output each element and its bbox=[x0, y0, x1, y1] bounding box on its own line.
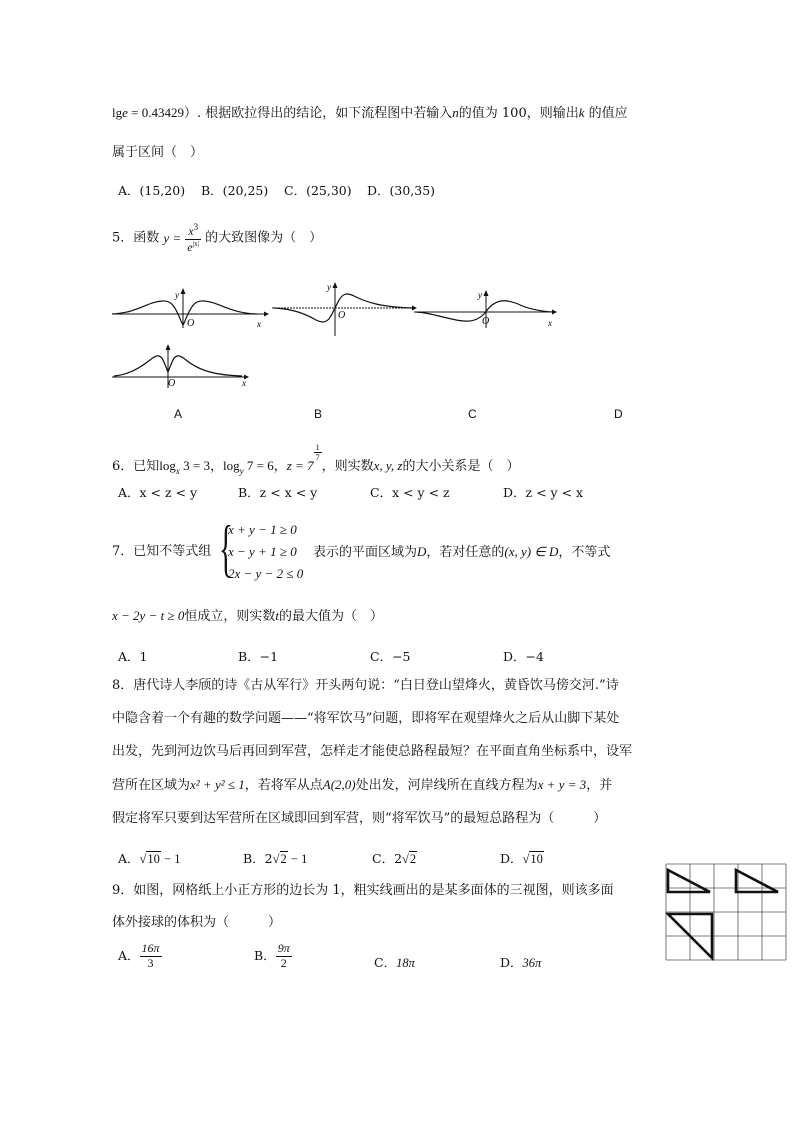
q9-option-b-label: B． bbox=[254, 948, 276, 964]
q8-line1: 8．唐代诗人李颀的诗《古从军行》开头两句说：“白日登山望烽火，黄昏饮马傍交河.”诗 bbox=[112, 678, 619, 693]
front-view-triangle bbox=[668, 870, 710, 892]
q6-option-c: C．x < y < z bbox=[370, 485, 450, 500]
graph-b bbox=[272, 278, 420, 338]
q9-option-c-value: 18π bbox=[396, 956, 415, 970]
three-view-figure bbox=[660, 858, 794, 968]
q8-line4-b: ，若将军从点 bbox=[244, 778, 323, 793]
q6-vars: x, y, z bbox=[373, 458, 403, 474]
q8-option-d-radicand: 10 bbox=[530, 852, 543, 866]
q8-option-d-label: D． bbox=[500, 851, 523, 866]
q6-stem: 6．已知$\log_x 3 = 3$，$\log_y 7 = 6$，z = 7 $\frac{1}{7}$ ，则实数x, y, z的大小关系是（ ） bbox=[112, 443, 520, 476]
q9-line1: 9．如图，网格纸上小正方形的边长为 1，粗实线画出的是某多面体的三视图，则该多面 bbox=[112, 883, 614, 898]
q5-prefix: 5．函数 bbox=[112, 230, 160, 246]
q7-ineq-3: 2x − y − 2 ≤ 0 bbox=[228, 566, 304, 581]
q7-ineq-2: x − y + 1 ≥ 0 bbox=[228, 544, 297, 559]
graph-a-x-arrow bbox=[264, 312, 269, 317]
q4-text2: 的值为 100，则输出 bbox=[458, 106, 579, 121]
q8-option-a-tail: − 1 bbox=[160, 852, 181, 866]
graph-c-x-arrow bbox=[552, 310, 557, 315]
q7-t: t bbox=[275, 608, 279, 623]
q9-option-b-num: 9π bbox=[277, 941, 290, 955]
q9-option-a bbox=[118, 942, 162, 971]
q7-line2-text: 恒成立，则实数 bbox=[184, 609, 276, 624]
graph-a-y-arrow bbox=[181, 288, 186, 294]
q8-option-b-radicand: 2 bbox=[280, 852, 287, 866]
q7-option-c: C．−5 bbox=[370, 649, 411, 664]
q8-option-c: C．2√2 bbox=[372, 851, 417, 866]
graph-d-x-label: x bbox=[242, 378, 246, 388]
q8-option-c-radicand: 2 bbox=[409, 852, 417, 866]
q5-den: e bbox=[187, 239, 193, 254]
q9-option-a-num: 16π bbox=[141, 941, 160, 955]
graph-a-origin: O bbox=[187, 318, 195, 329]
q5-fraction bbox=[185, 222, 201, 255]
q6-log1-base: x bbox=[175, 465, 180, 476]
q8-option-b-label: B．2 bbox=[243, 851, 273, 866]
q9-option-d bbox=[500, 953, 541, 971]
q5-den-exp: |x| bbox=[192, 239, 199, 248]
q4-line2: 属于区间（ ） bbox=[112, 145, 204, 160]
q7-stem-right bbox=[313, 545, 610, 559]
q6-z-exp-num: 1 bbox=[315, 443, 320, 452]
q7-system bbox=[228, 519, 303, 585]
q7-option-b: B．−1 bbox=[238, 649, 279, 664]
graph-c-y-arrow bbox=[484, 290, 489, 296]
graph-a-x-label: x bbox=[257, 319, 261, 329]
q7-prefix: 7．已知不等式组 bbox=[112, 544, 212, 559]
q5-lhs: y = bbox=[163, 230, 182, 246]
q9-option-c-label: C． bbox=[374, 955, 397, 970]
graph-b-y-arrow bbox=[333, 282, 338, 288]
graph-c-y-label: y bbox=[478, 290, 482, 300]
q4-line1 bbox=[112, 106, 628, 120]
q6-option-d: D．z < y < x bbox=[503, 485, 584, 500]
q4-option-d: D．(30,35) bbox=[367, 183, 436, 198]
q4-k: k bbox=[578, 105, 585, 120]
q6-z-exp-den: 7 bbox=[315, 453, 320, 463]
graph-label-d: D bbox=[614, 407, 623, 421]
q7-mid: 表示的平面区域为 bbox=[313, 545, 418, 560]
q4-option-c: C．(25,30) bbox=[284, 183, 352, 198]
graph-d-origin: O bbox=[168, 378, 176, 389]
q9-option-a-label: A． bbox=[118, 948, 140, 964]
q9-option-b-den: 2 bbox=[280, 955, 287, 970]
q8-option-b: B．2√2 − 1 bbox=[243, 851, 308, 866]
q5-num-exp: 3 bbox=[193, 222, 199, 232]
graph-c-x-label: x bbox=[548, 318, 552, 328]
graph-label-a: A bbox=[174, 407, 183, 421]
q4-eq: = 0.43429 bbox=[127, 105, 184, 120]
graph-label-c: C bbox=[468, 407, 477, 421]
q8-line4-expr: x² + y² ≤ 1 bbox=[190, 777, 245, 792]
graph-c-origin: O bbox=[482, 316, 490, 327]
q7-line2-text2: 的最大值为（ ） bbox=[278, 609, 383, 624]
q8-line3: 出发，先到河边饮马后再回到军营，怎样走才能使总路程最短？在平面直角坐标系中，设军 bbox=[112, 744, 633, 759]
q6-z: z = 7 bbox=[286, 458, 314, 474]
graph-d bbox=[112, 342, 254, 392]
q6-log2-base: y bbox=[239, 465, 244, 476]
q8-line2: 中隐含着一个有趣的数学问题——“将军饮马”问题，即将军在观望烽火之后从山脚下某处 bbox=[112, 711, 620, 726]
graph-label-b: B bbox=[314, 407, 323, 421]
q7-line2 bbox=[112, 609, 383, 623]
q7-ineq-1: x + y − 1 ≥ 0 bbox=[228, 522, 297, 537]
q8-option-d: D．√10 bbox=[500, 851, 543, 866]
q7-D: D bbox=[417, 544, 427, 559]
q8-line4 bbox=[112, 778, 612, 792]
q9-line2: 体外接球的体积为（ ） bbox=[112, 915, 282, 930]
q8-line4-pt: A(2,0) bbox=[322, 777, 356, 792]
q6-log1-rest: 3 = 3 bbox=[179, 458, 210, 474]
q9-option-d-value: 36π bbox=[522, 956, 542, 970]
q4-n: n bbox=[452, 105, 459, 120]
q9-option-a-fraction bbox=[140, 942, 162, 971]
q8-option-a: A．√10 − 1 bbox=[118, 851, 181, 866]
q8-line4-d: ，并 bbox=[586, 778, 613, 793]
side-view-triangle bbox=[736, 870, 778, 892]
q6-option-a: A．x < z < y bbox=[118, 485, 198, 500]
graph-a-curve bbox=[112, 301, 257, 325]
q8-option-c-label: C．2 bbox=[372, 851, 403, 866]
graph-a-y-label: y bbox=[175, 290, 179, 300]
q4-option-a: A．(15,20) bbox=[118, 183, 186, 198]
q5-num: x bbox=[188, 224, 194, 238]
q6-log2: log bbox=[223, 458, 240, 474]
q8-option-b-tail: − 1 bbox=[287, 852, 308, 866]
q8-line5: 假定将军只要到达军营所在区域即回到军营，则“将军饮马”的最短总路程为（ ） bbox=[112, 811, 607, 826]
q9-option-b bbox=[254, 942, 292, 971]
q7-option-a: A．1 bbox=[118, 649, 148, 664]
q7-mid3: ，不等式 bbox=[558, 545, 611, 560]
q8-line4-a: 营所在区域为 bbox=[112, 778, 191, 793]
q6-z-exponent bbox=[314, 443, 322, 462]
q8-line4-eq: x + y = 3 bbox=[537, 777, 587, 792]
q5-suffix: 的大致图像为（ ） bbox=[205, 230, 323, 246]
q6-suffix2: 的大小关系是（ ） bbox=[402, 459, 520, 475]
q6-log1: log bbox=[159, 458, 176, 474]
q6-log2-rest: 7 = 6 bbox=[243, 458, 274, 474]
graph-d-y-arrow bbox=[166, 344, 171, 350]
q8-line4-c: 处出发，河岸线所在直线方程为 bbox=[355, 778, 538, 793]
q4-option-b: B．(20,25) bbox=[201, 183, 269, 198]
q9-option-a-den: 3 bbox=[147, 955, 154, 970]
q9-option-c bbox=[374, 953, 415, 971]
graph-d-curve bbox=[114, 356, 242, 376]
q8-option-a-radicand: 10 bbox=[147, 852, 160, 866]
graph-c bbox=[414, 288, 564, 332]
q4-lg: lg bbox=[112, 105, 123, 120]
q6-prefix: 6．已知 bbox=[112, 459, 160, 475]
graph-b-origin: O bbox=[338, 310, 346, 321]
q9-option-b-fraction bbox=[276, 942, 292, 971]
q9-option-d-label: D． bbox=[500, 955, 523, 970]
q7-brace: { bbox=[219, 512, 233, 583]
q6-option-b: B．z < x < y bbox=[238, 485, 318, 500]
graph-b-y-label: y bbox=[327, 282, 331, 292]
q4-e: e bbox=[122, 105, 128, 120]
q4-text: ）. 根据欧拉得出的结论，如下流程图中若输入 bbox=[184, 106, 453, 121]
q8-option-a-label: A． bbox=[118, 851, 140, 866]
q7-line2-expr: x − 2y − t ≥ 0 bbox=[112, 608, 185, 623]
graph-a bbox=[112, 282, 272, 332]
q5-stem bbox=[112, 222, 322, 255]
q7-mid2: ，若对任意的 bbox=[426, 545, 505, 560]
q6-suffix: ，则实数 bbox=[321, 459, 374, 475]
q7-option-d: D．−4 bbox=[503, 649, 544, 664]
q7-pair: (x, y) ∈ D bbox=[504, 544, 559, 559]
q4-text3: 的值应 bbox=[584, 106, 628, 121]
